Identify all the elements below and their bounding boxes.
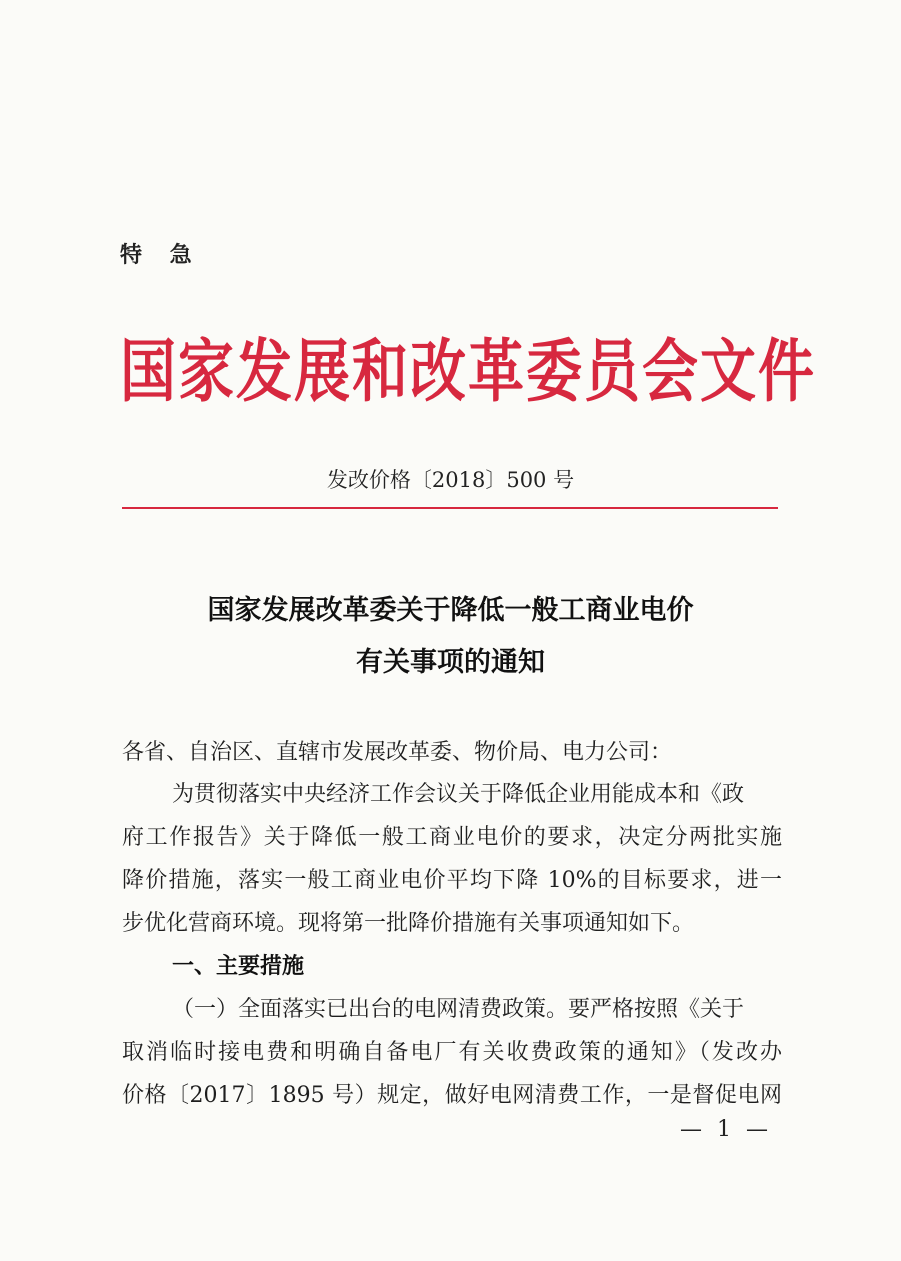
paragraph2-line-3: 价格〔2017〕1895 号）规定，做好电网清费工作，一是督促电网 bbox=[122, 1083, 782, 1108]
paragraph1-line-1: 为贯彻落实中央经济工作会议关于降低企业用能成本和《政 bbox=[172, 782, 745, 807]
document-header-title: 国家发展和改革委员会文件 bbox=[120, 331, 816, 412]
document-number: 发改价格〔2018〕500 号 bbox=[326, 468, 575, 492]
notice-title-line-1: 国家发展改革委关于降低一般工商业电价 bbox=[207, 595, 694, 626]
paragraph2-line-1: （一）全面落实已出台的电网清费政策。要严格按照《关于 bbox=[172, 997, 745, 1022]
page-number: — 1 — bbox=[680, 1117, 772, 1142]
section1-heading: 一、主要措施 bbox=[172, 954, 305, 979]
recipients-line: 各省、自治区、直辖市发展改革委、物价局、电力公司： bbox=[122, 740, 673, 765]
notice-title-line-2: 有关事项的通知 bbox=[356, 647, 545, 678]
paragraph1-line-3: 降价措施，落实一般工商业电价平均下降 10%的目标要求，进一 bbox=[122, 868, 782, 893]
paragraph1-line-2: 府工作报告》关于降低一般工商业电价的要求，决定分两批实施 bbox=[122, 825, 782, 850]
paragraph1-line-4: 步优化营商环境。现将第一批降价措施有关事项通知如下。 bbox=[122, 911, 695, 936]
paragraph2-line-2: 取消临时接电费和明确自备电厂有关收费政策的通知》（发改办 bbox=[122, 1040, 782, 1065]
urgency-label: 特 急 bbox=[120, 243, 202, 268]
red-divider-line bbox=[122, 507, 778, 509]
